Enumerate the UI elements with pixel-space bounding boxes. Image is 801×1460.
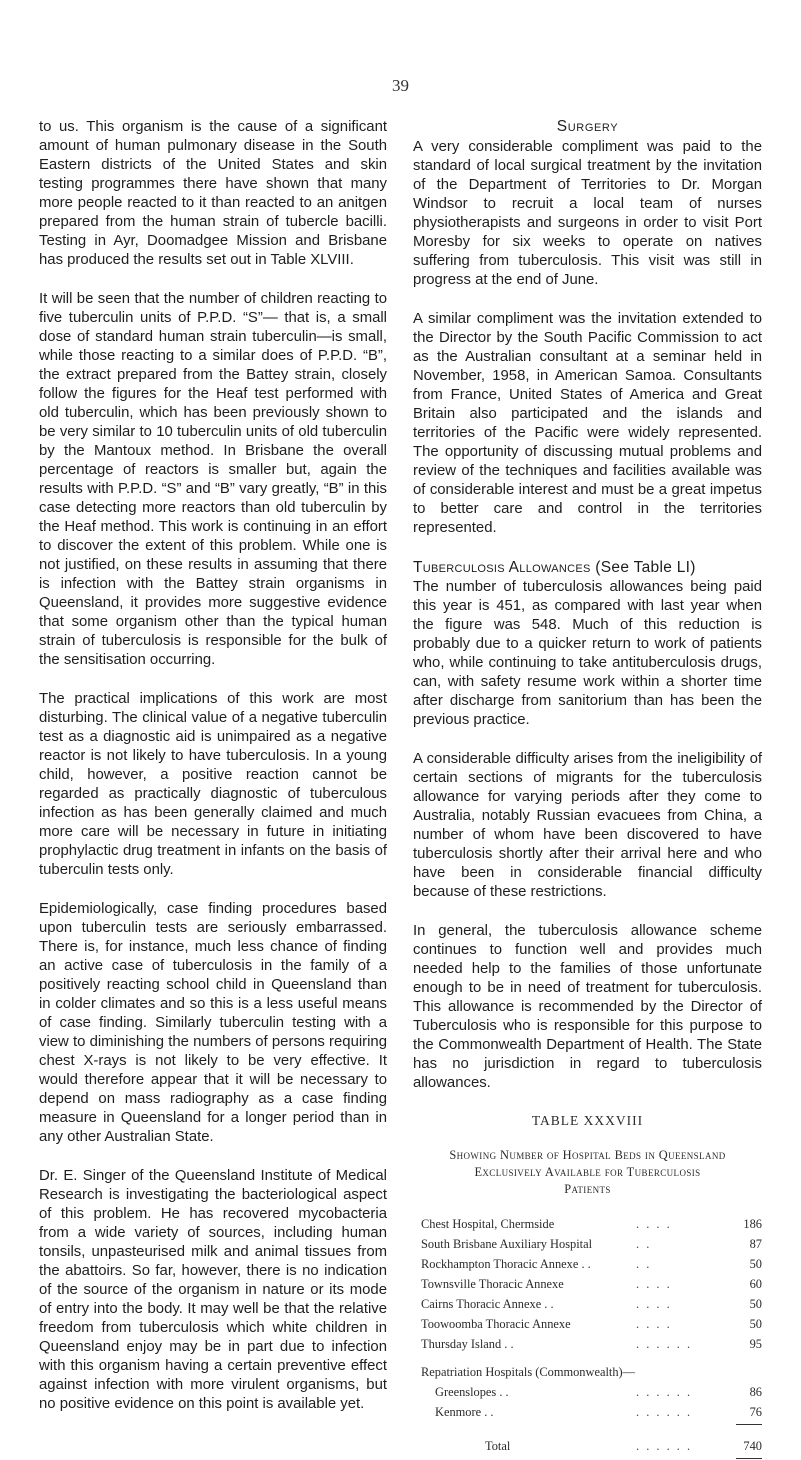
surgery-paragraph-1: A very considerable compliment was paid to the standard of local surgical treatment by the invitation of the Department of Territories to Dr. Morgan Windsor to recruit a local team of nurses physiotherapists and surgeons in order to visit Port Moresby for six weeks to operate on natives suffering from tuberculosis. This visit was still in progress at the end of June. bbox=[413, 139, 762, 288]
allowances-paragraph-2: A considerable difficulty arises from the ineligibility of certain sections of migrants for the tuberculosis allowance for varying periods after they come to Australia, notably Russian evacuees from China, a number of whom have been discovered to have tuberculosis shortly after their arrival here and who have been in considerable financial difficulty because of these restrictions. bbox=[413, 751, 762, 900]
row-name: Rockhampton Thoracic Annexe . . bbox=[421, 1257, 591, 1271]
surgery-paragraph-2: A similar compliment was the invitation extended to the Director by the South Pacific Commission to act as the Australian consultant at a seminar held in November, 1958, in American Samoa. Consultants from France, United States of America and Great Britain also participated and the islands and territories of the Pacific were widely represented. The opportunity of discussing mutual problems and review of the techniques and facilities available was of considerable interest and must be a great impetus to better care and control in the territories represented. bbox=[413, 311, 762, 536]
total-rule bbox=[736, 1458, 762, 1459]
row-value: 87 bbox=[749, 1237, 762, 1251]
allowances-paragraph-3: In general, the tuberculosis allowance scheme continues to function well and provides much needed help to the families of those unfortunate enough to be in need of treatment for tuberculosis. This allowance is recommended by the Director of Tuberculosis who is responsible for this purpose to the Commonwealth Department of Health. The State has no jurisdiction in regard to tuberculosis allowances. bbox=[413, 923, 762, 1091]
left-paragraph-1: to us. This organism is the cause of a significant amount of human pulmonary disease in the South Eastern districts of the United States and skin testing programmes there have shown that many more people reacted to it than reacted to an anitgen prepared from the human strain of tubercle bacilli. Testing in Ayr, Doomadgee Mission and Brisbane has produced the results set out in Table XLVIII. bbox=[39, 119, 387, 268]
table-total-row bbox=[413, 1436, 762, 1456]
hospital-beds-table bbox=[413, 1113, 762, 1460]
total-rule-wrap bbox=[413, 1456, 762, 1460]
left-paragraph-4: Epidemiologically, case finding procedures based upon tuberculin tests are seriously embarrassed. There is, for instance, much less chance of finding an active case of tuberculosis in the family of a positively reacting school child in Queensland than in colder climates and so this is a less useful means of case finding. Similarly tuberculin testing with a view to diminishing the numbers of persons requiring chest X-rays is not likely to be very effective. It would therefore appear that it will be necessary to depend on mass radiography as a case finding measure in Queensland for a longer period than in any other Australian State. bbox=[39, 901, 387, 1145]
table-caption-line-1: Showing Number of Hospital Beds in Queensland bbox=[449, 1148, 726, 1162]
subtotal-rule bbox=[736, 1424, 762, 1425]
row-value: 50 bbox=[749, 1317, 762, 1331]
table-caption-line-2: Exclusively Available for Tuberculosis bbox=[474, 1165, 701, 1179]
table-row bbox=[413, 1382, 762, 1402]
row-leader: . . . . . . bbox=[636, 1405, 693, 1419]
table-row bbox=[413, 1334, 762, 1354]
row-value: 86 bbox=[749, 1385, 762, 1399]
row-leader: . . bbox=[636, 1257, 652, 1271]
allowances-heading-note: (See Table LI) bbox=[595, 559, 696, 576]
right-column bbox=[413, 118, 762, 1460]
left-paragraph-5: Dr. E. Singer of the Queensland Institute of Medical Research is investigating the bacteriological aspect of this problem. He has recovered mycobacteria from a wide variety of sources, including human tonsils, unpasteurised milk and animal tissues from the abattoirs. So far, however, there is no indication of the source of the organism in nature or its mode of entry into the body. It may well be that the relative freedom from tuberculosis which white children in Queensland enjoy may be in part due to infection with this organism having a certain preventive effect against infection with more virulent organisms, but no positive evidence on this point is available yet. bbox=[39, 1168, 387, 1412]
row-value: 60 bbox=[749, 1277, 762, 1291]
table-group-label bbox=[413, 1362, 762, 1382]
row-name: Kenmore . . bbox=[435, 1405, 494, 1419]
row-value: 50 bbox=[749, 1257, 762, 1271]
left-column bbox=[39, 118, 387, 1434]
row-name: South Brisbane Auxiliary Hospital bbox=[421, 1237, 593, 1251]
total-label: Total bbox=[485, 1439, 511, 1453]
row-leader: . . . . bbox=[636, 1317, 672, 1331]
left-paragraph-2: It will be seen that the number of children reacting to five tuberculin units of P.P.D. “S”— that is, a small dose of standard human strain tuberculin—is small, while those reacting to a similar does of P.P.D. “B”, the extract prepared from the Battey strain, closely follow the figures for the Heaf test performed with old tuberculin, which has been previously shown to be very similar to 10 tuberculin units of old tuberculin by the Mantoux method. In Brisbane the overall percentage of reactors is smaller but, again the results with P.P.D. “S” and “B” vary greatly, “B” in this case detecting more reactors than old tuberculin by the Heaf method. This work is continuing in an effort to discover the extent of this problem. While one is not justified, on these results in assuming that there is infection with the Battey strain organisms in Queensland, it provides more suggestive evidence that some organism other than the typical human strain of tuberculosis is responsible for the bulk of the sensitisation occurring. bbox=[39, 291, 387, 668]
table-row bbox=[413, 1254, 762, 1274]
row-leader: . . . . bbox=[636, 1277, 672, 1291]
group-label: Repatriation Hospitals (Commonwealth)— bbox=[421, 1365, 636, 1379]
row-value: 186 bbox=[743, 1217, 762, 1231]
total-value: 740 bbox=[743, 1439, 762, 1453]
row-name: Cairns Thoracic Annexe . . bbox=[421, 1297, 554, 1311]
page-number: 39 bbox=[392, 76, 409, 95]
table-caption bbox=[413, 1147, 762, 1198]
surgery-heading: Surgery bbox=[556, 118, 619, 135]
row-name: Townsville Thoracic Annexe bbox=[421, 1277, 564, 1291]
row-name: Greenslopes . . bbox=[435, 1385, 509, 1399]
row-leader: . . . . . . bbox=[636, 1385, 693, 1399]
row-value: 76 bbox=[749, 1405, 762, 1419]
table-row bbox=[413, 1294, 762, 1314]
total-leader: . . . . . . bbox=[636, 1439, 693, 1453]
row-leader: . . . . . . bbox=[636, 1337, 693, 1351]
table-caption-line-3: Patients bbox=[564, 1182, 611, 1196]
table-title: TABLE XXXVIII bbox=[531, 1113, 644, 1128]
table-row bbox=[413, 1234, 762, 1254]
row-leader: . . . . bbox=[636, 1217, 672, 1231]
table-row bbox=[413, 1314, 762, 1334]
left-paragraph-3: The practical implications of this work are most disturbing. The clinical value of a negative tuberculin test as a diagnostic aid is unimpaired as a negative reactor is not likely to have tuberculosis. In a young child, however, a positive reaction cannot be regarded as practically diagnostic of tuberculous infection as has been generally claimed and much more care will be necessary in future in initiating prophylactic drug treatment in infants on the basis of tuberculin tests only. bbox=[39, 691, 387, 878]
row-name: Toowoomba Thoracic Annexe bbox=[421, 1317, 571, 1331]
allowances-heading-title: Tuberculosis Allowances bbox=[413, 559, 591, 576]
allowances-paragraph-1: The number of tuberculosis allowances being paid this year is 451, as compared with last year when the figure was 548. Much of this reduction is probably due to a quicker return to work of patients who, while continuing to take antituberculosis drugs, can, with safety resume work within a shorter time after discharge from sanitorium than has been the previous practice. bbox=[413, 579, 762, 728]
row-name: Chest Hospital, Chermside bbox=[421, 1217, 555, 1231]
row-value: 50 bbox=[749, 1297, 762, 1311]
row-leader: . . . . bbox=[636, 1297, 672, 1311]
subtotal-rule-wrap bbox=[413, 1422, 762, 1426]
table-row bbox=[413, 1402, 762, 1422]
table-row bbox=[413, 1214, 762, 1234]
table-row bbox=[413, 1274, 762, 1294]
allowances-heading bbox=[413, 558, 762, 578]
row-leader: . . bbox=[636, 1237, 652, 1251]
row-value: 95 bbox=[749, 1337, 762, 1351]
row-name: Thursday Island . . bbox=[421, 1337, 514, 1351]
